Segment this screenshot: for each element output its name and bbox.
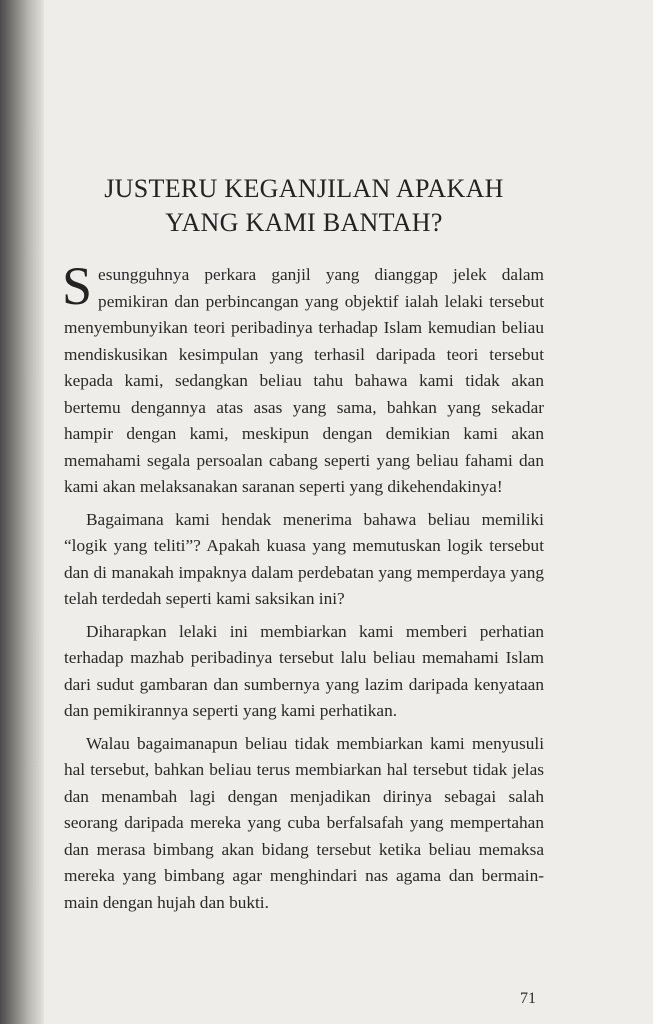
book-gutter-shadow (0, 0, 44, 1024)
drop-cap: S (62, 256, 93, 316)
paragraph-2: Bagaimana kami hendak menerima bahawa beliau memiliki “logik yang teliti”? Apakah kuasa yang memutuskan logik tersebut dan di manakah impaknya dalam perdebatan yang memperdaya yang telah terdedah seperti kami saksikan ini? (64, 509, 544, 608)
paragraph-1 (62, 256, 544, 501)
chapter-title-line-2: YANG KAMI BANTAH? (165, 208, 443, 237)
chapter-title-line-1: JUSTERU KEGANJILAN APAKAH (104, 174, 504, 203)
paragraph-1-text: esungguhnya perkara ganjil yang dianggap jelek dalam pemikiran dan perbincangan yang objektif ialah lelaki tersebut menyembunyikan teori peribadinya terhadap Islam kemudian beliau mendiskusikan kesimpulan yang terhasil daripada teori tersebut kepada kami, sedangkan beliau tahu bahawa kami tidak akan bertemu dengannya atas asas yang sama, bahkan yang sekadar hampir dengan kami, meskipun dengan demikian kami akan memahami segala persoalan cabang seperti yang beliau fahami dan kami akan melaksanakan saranan seperti yang dikehendakinya! (64, 265, 544, 496)
paragraph-4: Walau bagaimanapun beliau tidak membiarkan kami menyusuli hal tersebut, bahkan beliau terus membiarkan hal tersebut tidak jelas dan menambah lagi dengan menjadikan dirinya sebagai salah seorang daripada mereka yang cuba berfalsafah yang mempertahan dan merasa bimbang akan bidang tersebut ketika beliau memaksa mereka yang bimbang agar menghindari nas agama dan bermain-main dengan hujah dan bukti. (64, 733, 544, 912)
paragraph-3: Diharapkan lelaki ini membiarkan kami memberi perhatian terhadap mazhab peribadinya tersebut lalu beliau memahami Islam dari sudut gambaran dan sumbernya yang lazim daripada kenyataan dan pemikirannya seperti yang kami perhatikan. (64, 621, 544, 720)
book-page (64, 160, 544, 922)
chapter-title (64, 172, 544, 240)
page-number: 71 (520, 990, 536, 1007)
body-text (62, 256, 544, 916)
